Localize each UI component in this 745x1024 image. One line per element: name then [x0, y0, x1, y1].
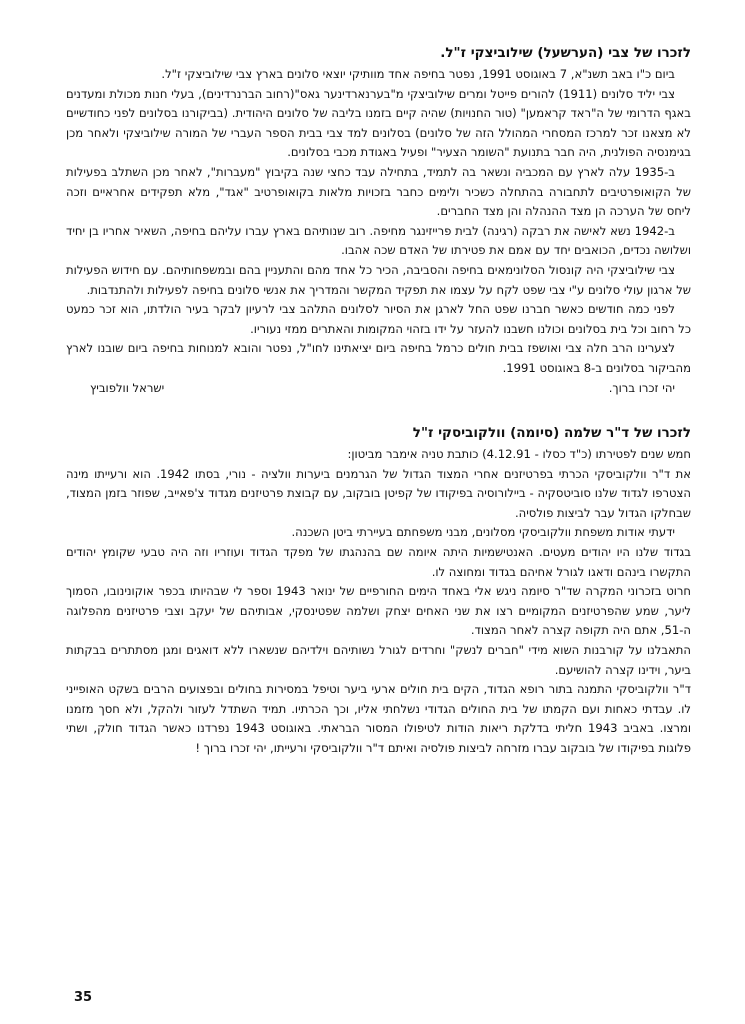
- memorial-2-paragraph-5: חרוט בזכרוני המקרה שד"ר סיומה ניגש אלי באחד הימים החורפיים של ינואר 1943 וספר לי שבהיותו בכפר אוקונינובו, הסמוך ליער, שמע שהפרטיזנים המקומיים רצו את שני האחים יצחק ושלמה שפטינסקי, אבותיהם של יעקב וצבי פרטיזנים מהפלוגה ה-51, אתם היה תקופה קצרה לאחר המצוד.: [66, 584, 691, 638]
- section-gap: [66, 398, 691, 424]
- memorial-1-signature-line: [66, 379, 691, 399]
- memorial-2-paragraph-4: בגדוד שלנו היו יהודים מעטים. האנטישמיות היתה איומה שם בהנהגתו של מפקד הגדוד ועוזריו וזה היה טבעי שקומץ יהודים התקשרו בינהם ודאגו לגורל אחיהם בגדוד ומחוצה לו.: [66, 545, 691, 579]
- memorial-2-paragraph-6: התאבלנו על קורבנות השוא מידי "חברים לנשק" וחרדים לגורל נשותיהם וילדיהם שנשארו ללא דואגים ומגן מסתתרים בבקתות ביער, וידינו קצרה להושיעם.: [66, 643, 691, 677]
- memorial-2-paragraph-3: ידעתי אודות משפחת וולקוביסקי מסלונים, מבני משפחתם בעיירתי ביטן השכנה.: [291, 525, 675, 540]
- memorial-1-paragraph-4: ב-1942 נשא לאישה את רבקה (רגינה) לבית פרייזינגר מחיפה. רוב שנותיהם בארץ עברו עליהם בחיפה, השאיר אחריו בן יחיד ושלושה נכדים, הכואבים יחד עם אמם את פטירתו של האדם שכה אהבו.: [66, 223, 691, 258]
- memorial-1-paragraph-6: לפני כמה חודשים כאשר חברנו שפט החל לארגן את הסיור לסלונים התלהב צבי לרעיון לבקר בעיר הולדתו, הוא זכר כמעט כל רחוב וכל בית בסלונים וכולנו חשבנו להעזר על ידו בזהוי המקומות והאתרים ממזי נעוריו.: [66, 302, 691, 336]
- memorial-2-paragraph-7: ד"ר וולקוביסקי התמנה בתור רופא הגדוד, הקים בית חולים ארעי ביער וטיפל במסירות בחולים ובפצועים הרבים בשקט האופייני לו. עבדתי כאחות ועם הקמתו של בית החולים הגדודי נשלחתי אליו, וכך הכרתיו. תמיד השתדל לעזור ולהקל, ולא חסך מזמנו ומרצו. באביב 1943 חליתי בדלקת ריאות הודות לטיפולו המסור הבראתי. באוגוסט 1943 נפרדנו כאשר הגדוד חולק, ושתי פלוגות בפיקודו של בובקוב עברו מזרחה לביצות פולסיה ואיתם ד"ר וולקוביסקי ורעייתו, יהי זכרו ברוך !: [66, 682, 691, 755]
- memorial-2-paragraph-1: חמש שנים לפטירתו (כ"ד כסלו - 4.12.91) כותבת טניה אימבר מביטון:: [347, 447, 691, 462]
- memorial-1-paragraph-1: ביום כ"ו באב תשנ"א, 7 באוגוסט 1991, נפטר בחיפה אחד מוותיקי יוצאי סלונים בארץ צבי שילוביצקי ז"ל.: [161, 67, 675, 81]
- memorial-1-paragraph-2: צבי יליד סלונים (1911) להורים פייטל ומרים שילוביצקי מ"בערנארדינער גאס"(רחוב הברנרדינים), בעלי חנות מכולת ומעדנים באגף הדרומי של ה"ראד קראמען" (טור החנויות) שהיה קיים בזמנו בליבה של סלונים היהודית. (בביקורנו בסלונים לפני כחודשיים לא מצאנו זכר למרכז המסחרי המהולל הזה של סלונים) בסלונים למד צבי בבית הספר העברי של המורה שילוביצקי ולאחר מכן בגימנסיה הפולנית, היה חבר בתנועת "השומר הצעיר" ופעיל באגודת מכבי בסלונים.: [66, 86, 691, 160]
- memorial-1-title: לזכרו של צבי (הערשעל) שילוביצקי ז"ל.: [440, 45, 691, 61]
- memorial-1-paragraph-7: לצערינו הרב חלה צבי ואושפז בבית חולים כרמל בחיפה ביום יציאתינו לחו"ל, נפטר והובא למנוחות בחיפה ביום שובנו לארץ מהביקור בסלונים ב-8 באוגוסט 1991.: [66, 341, 691, 375]
- memorial-1-author: ישראל וולפוביץ: [90, 380, 165, 395]
- memorial-1-closing: יהי זכרו ברוך.: [608, 380, 675, 395]
- page-number: 35: [74, 990, 93, 1005]
- page-content: [66, 44, 691, 759]
- memorial-2-paragraph-2: את ד"ר וולקוביסקי הכרתי בפרטיזנים אחרי המצוד הגדול של הגרמנים ביערות וולציה - נורי, בסתו 1942. הוא ורעייתו מינה הצטרפו לגדוד שלנו סוביטסקיה - ביילורוסיה בפיקודו של קפיטן בובקוב, עם קבוצת פרטיזנים מגדוד צ'פאייב, שפוזר בזמן המצוד, שבחלקו הגדול עבר לביצות פולסיה.: [66, 466, 691, 520]
- memorial-2-title: לזכרו של ד"ר שלמה (סיומה) וולקוביסקי ז"ל: [412, 425, 691, 442]
- memorial-1-paragraph-3: ב-1935 עלה לארץ עם המכביה ונשאר בה לתמיד, בתחילה עבד כחצי שנה בקיבוץ "מעברות", לאחר מכן השתלב בפעילות של הקואופרטיבים לתחבורה בהתחלה כשכיר ולימים כחבר בזכויות מלאות בקואופרטיב "אגד", מלא תפקידים אחראיים וזכה ליחס של הערכה הן מצד ההנהלה והן מצד החברים.: [66, 164, 691, 219]
- memorial-1-paragraph-5: צבי שילוביצקי היה קונסול הסלונימאים בחיפה והסביבה, הכיר כל אחד מהם והתעניין בהם ובמשפחותיהם. עם חידוש הפעילות של ארגון עולי סלונים ע"י צבי שפט לקח על עצמו את תפקיד המקשר והמדריך את אנשי סלונים בחיפה לפעילות ולהתנדבות.: [66, 262, 691, 297]
